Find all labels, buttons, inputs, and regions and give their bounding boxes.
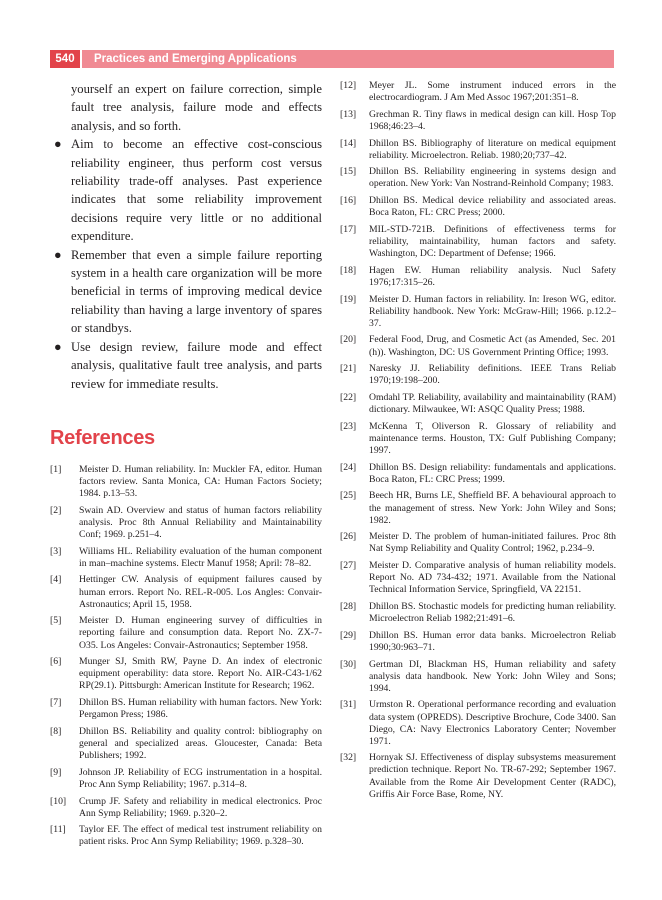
reference-number: [21] <box>340 363 357 375</box>
reference-number: [15] <box>340 166 357 178</box>
reference-text: Meister D. Human engineering survey of difficulties in reporting failure and consumption data. Report No. ZX-7-O35. Los Angeles: Convair-Astronautics; September 1958. <box>79 615 322 651</box>
reference-number: [19] <box>340 293 357 305</box>
reference-number: [24] <box>340 461 357 473</box>
reference-item <box>50 697 322 721</box>
reference-item <box>340 560 616 596</box>
reference-item <box>340 294 616 330</box>
bullet-text: Aim to become an effective cost-conscious reliability engineer, thus perform cost versus reliability trade-off analyses. Past experience indicates that some reliability improvement decisions require very little or no additional expenditure. <box>71 137 322 244</box>
reference-number: [27] <box>340 560 357 572</box>
reference-text: Dhillon BS. Design reliability: fundamentals and applications. Boca Raton, FL: CRC Press; 1999. <box>369 461 616 485</box>
reference-number: [9] <box>50 766 62 778</box>
reference-number: [13] <box>340 108 357 120</box>
reference-text: Dhillon BS. Stochastic models for predicting human reliability. Microelectron Reliab 1982;21:491–6. <box>369 600 616 625</box>
reference-item <box>50 824 322 848</box>
reference-item <box>340 659 616 695</box>
reference-text: Munger SJ, Smith RW, Payne D. An index of electronic equipment operability: data store. Report No. AIR-C43-1/62 RP(29.1). Pittsburgh: American Institute for Research; 1962. <box>79 656 322 692</box>
reference-text: Omdahl TP. Reliability, availability and maintainability (RAM) dictionary. Milwaukee, WI: ASQC Quality Press; 1988. <box>369 392 616 416</box>
reference-number: [3] <box>50 545 62 557</box>
bullet-icon: ● <box>54 137 62 152</box>
reference-number: [16] <box>340 195 357 207</box>
reference-number: [32] <box>340 752 357 764</box>
reference-item <box>340 334 616 358</box>
reference-text: Gertman DI, Blackman HS, Human reliability and safety analysis data handbook. New York: John Wiley and Sons; 1994. <box>369 658 616 694</box>
reference-item <box>340 195 616 219</box>
reference-item <box>340 630 616 654</box>
reference-item <box>50 464 322 500</box>
bullet-text: Remember that even a simple failure reporting system in a health care organization will be more beneficial in terms of improving medical device reliability than having a large inventory of spares or standbys. <box>71 247 322 336</box>
reference-text: Swain AD. Overview and status of human factors reliability analysis. Proc 8th Annual Reliability and Maintainability Conf; 1969. p.251–4. <box>79 504 322 540</box>
reference-text: Dhillon BS. Human error data banks. Microelectron Reliab 1990;30:963–71. <box>369 629 616 653</box>
reference-number: [29] <box>340 629 357 641</box>
reference-text: Dhillon BS. Reliability engineering in systems design and operation. New York: Van Nostrand-Reinhold Company; 1983. <box>369 166 616 190</box>
reference-item <box>340 752 616 800</box>
reference-item <box>340 166 616 190</box>
reference-item <box>340 138 616 162</box>
reference-text: Meister D. Comparative analysis of human reliability models. Report No. AD 734-432; 1971. Available from the National Technical Information Service, Springfield, VA 22151. <box>369 560 616 596</box>
reference-item <box>340 392 616 416</box>
reference-text: Dhillon BS. Bibliography of literature on medical equipment reliability. Microelectron. Reliab. 1980;20;737–42. <box>369 137 616 161</box>
reference-item <box>340 80 616 104</box>
reference-number: [7] <box>50 697 62 709</box>
reference-text: Dhillon BS. Medical device reliability and associated areas. Boca Raton, FL: CRC Press; 2000. <box>369 195 616 219</box>
reference-text: Beech HR, Burns LE, Sheffield BF. A behavioural approach to the management of stress. New York: John Wiley and Sons; 1982. <box>369 490 616 526</box>
reference-text: Urmston R. Operational performance recording and evaluation data system (OPREDS). Descriptive Brochure, Code 3400. San Diego, CA: Navy Electronics Laboratory Center; November 1971. <box>369 699 616 747</box>
reference-number: [22] <box>340 392 357 403</box>
references-list-right <box>340 80 616 805</box>
reference-text: Federal Food, Drug, and Cosmetic Act (as Amended, Sec. 201 (h)). Washington, DC: US Government Printing Office; 1993. <box>369 334 616 358</box>
reference-text: Williams HL. Reliability evaluation of the human component in man–machine systems. Electr Manuf 1958; April: 78–82. <box>79 545 322 569</box>
reference-item <box>340 462 616 486</box>
continuation-paragraph: yourself an expert on failure correction, simple fault tree analysis, failure mode and effects analysis, and so forth. <box>71 82 322 133</box>
reference-text: Taylor EF. The effect of medical test instrument reliability on patient risks. Proc Ann Symp Reliability; 1969. p.328–30. <box>79 824 322 848</box>
reference-number: [1] <box>50 463 62 475</box>
reference-item <box>50 726 322 762</box>
reference-number: [18] <box>340 264 357 276</box>
reference-text: Crump JF. Safety and reliability in medical electronics. Proc Ann Symp Reliability; 1969. p.320–2. <box>79 795 322 819</box>
reference-text: Dhillon BS. Human reliability with human factors. New York: Pergamon Press; 1986. <box>79 697 322 721</box>
reference-number: [23] <box>340 420 357 432</box>
reference-number: [14] <box>340 137 357 149</box>
reference-text: Hettinger CW. Analysis of equipment failures caused by human errors. Report No. REL-R-005. Los Angles: Convair-Astronautics; April 15, 1958. <box>79 574 322 610</box>
reference-number: [30] <box>340 658 357 670</box>
bullet-icon: ● <box>54 247 62 262</box>
reference-number: [25] <box>340 490 357 502</box>
reference-text: MIL-STD-721B. Definitions of effectiveness terms for reliability, maintainability, human factors and safety. Washington, DC: Department of Defense; 1966. <box>369 223 616 260</box>
reference-text: Grechman R. Tiny flaws in medical design can kill. Hosp Top 1968;46:23–4. <box>369 108 616 132</box>
reference-item <box>340 224 616 260</box>
reference-item <box>50 546 322 570</box>
reference-item <box>50 796 322 820</box>
reference-item <box>340 109 616 133</box>
running-title: Practices and Emerging Applications <box>82 50 614 68</box>
reference-item <box>340 531 616 555</box>
reference-number: [26] <box>340 531 357 543</box>
page-header <box>50 50 614 68</box>
reference-number: [8] <box>50 725 62 737</box>
reference-item <box>340 490 616 526</box>
reference-item <box>340 601 616 625</box>
reference-text: Meister D. The problem of human-initiated failures. Proc 8th Nat Symp Reliability and Quality Control; 1962, p.234–9. <box>369 531 616 555</box>
reference-item <box>340 699 616 747</box>
reference-number: [10] <box>50 795 67 807</box>
reference-number: [11] <box>50 824 66 836</box>
reference-number: [28] <box>340 600 357 612</box>
reference-number: [2] <box>50 504 62 516</box>
reference-number: [31] <box>340 699 357 711</box>
bullet-item <box>50 135 322 245</box>
reference-number: [17] <box>340 223 357 235</box>
bullet-icon: ● <box>54 339 62 354</box>
recommendation-list <box>50 135 322 393</box>
reference-text: Johnson JP. Reliability of ECG instrumentation in a hospital. Proc Ann Symp Reliability; 1967. p.314–8. <box>79 766 322 790</box>
reference-text: Meister D. Human reliability. In: Muckler FA, editor. Human factors review. Santa Monica, CA: Human Factors Society; 1984. p.13–53. <box>79 463 322 500</box>
reference-item <box>50 615 322 651</box>
reference-item <box>50 767 322 791</box>
reference-item <box>50 656 322 692</box>
reference-text: Dhillon BS. Reliability and quality control: bibliography on general and specialized areas. Gloucester, Canada: Beta Publishers; 1992. <box>79 725 322 762</box>
references-list-left <box>50 464 322 849</box>
reference-item <box>340 421 616 457</box>
references-heading: References <box>50 426 155 449</box>
bullet-text: Use design review, failure mode and effect analysis, qualitative fault tree analysis, and parts review for immediate results. <box>71 339 322 391</box>
page-number: 540 <box>50 50 80 68</box>
reference-number: [5] <box>50 615 62 627</box>
reference-number: [12] <box>340 80 357 91</box>
reference-text: Meister D. Human factors in reliability. In: Ireson WG, editor. Reliability handbook. New York: McGraw-Hill; 1966. p.12.2–37. <box>369 293 616 329</box>
reference-item <box>50 574 322 610</box>
reference-text: Hagen EW. Human reliability analysis. Nucl Safety 1976;17:315–26. <box>369 264 616 288</box>
bullet-item <box>50 246 322 338</box>
reference-item <box>340 363 616 387</box>
reference-text: McKenna T, Oliverson R. Glossary of reliability and maintenance terms. Houston, TX: Gulf Publishing Company; 1997. <box>369 420 616 456</box>
bullet-item <box>50 338 322 393</box>
reference-text: Hornyak SJ. Effectiveness of display subsystems measurement prediction technique. Report No. TR-67-292; September 1967. Available from the Rome Air Development Center (RADC), Griffis Air Force Base, Rome, NY. <box>369 752 616 800</box>
reference-number: [20] <box>340 334 357 346</box>
reference-text: Naresky JJ. Reliability definitions. IEEE Trans Reliab 1970;19:198–200. <box>369 363 616 387</box>
reference-item <box>340 265 616 289</box>
reference-number: [6] <box>50 656 62 668</box>
reference-text: Meyer JL. Some instrument induced errors in the electrocardiogram. J Am Med Assoc 1967;201:351–8. <box>369 80 616 104</box>
reference-number: [4] <box>50 574 62 586</box>
left-column <box>50 80 322 853</box>
reference-item <box>50 505 322 541</box>
